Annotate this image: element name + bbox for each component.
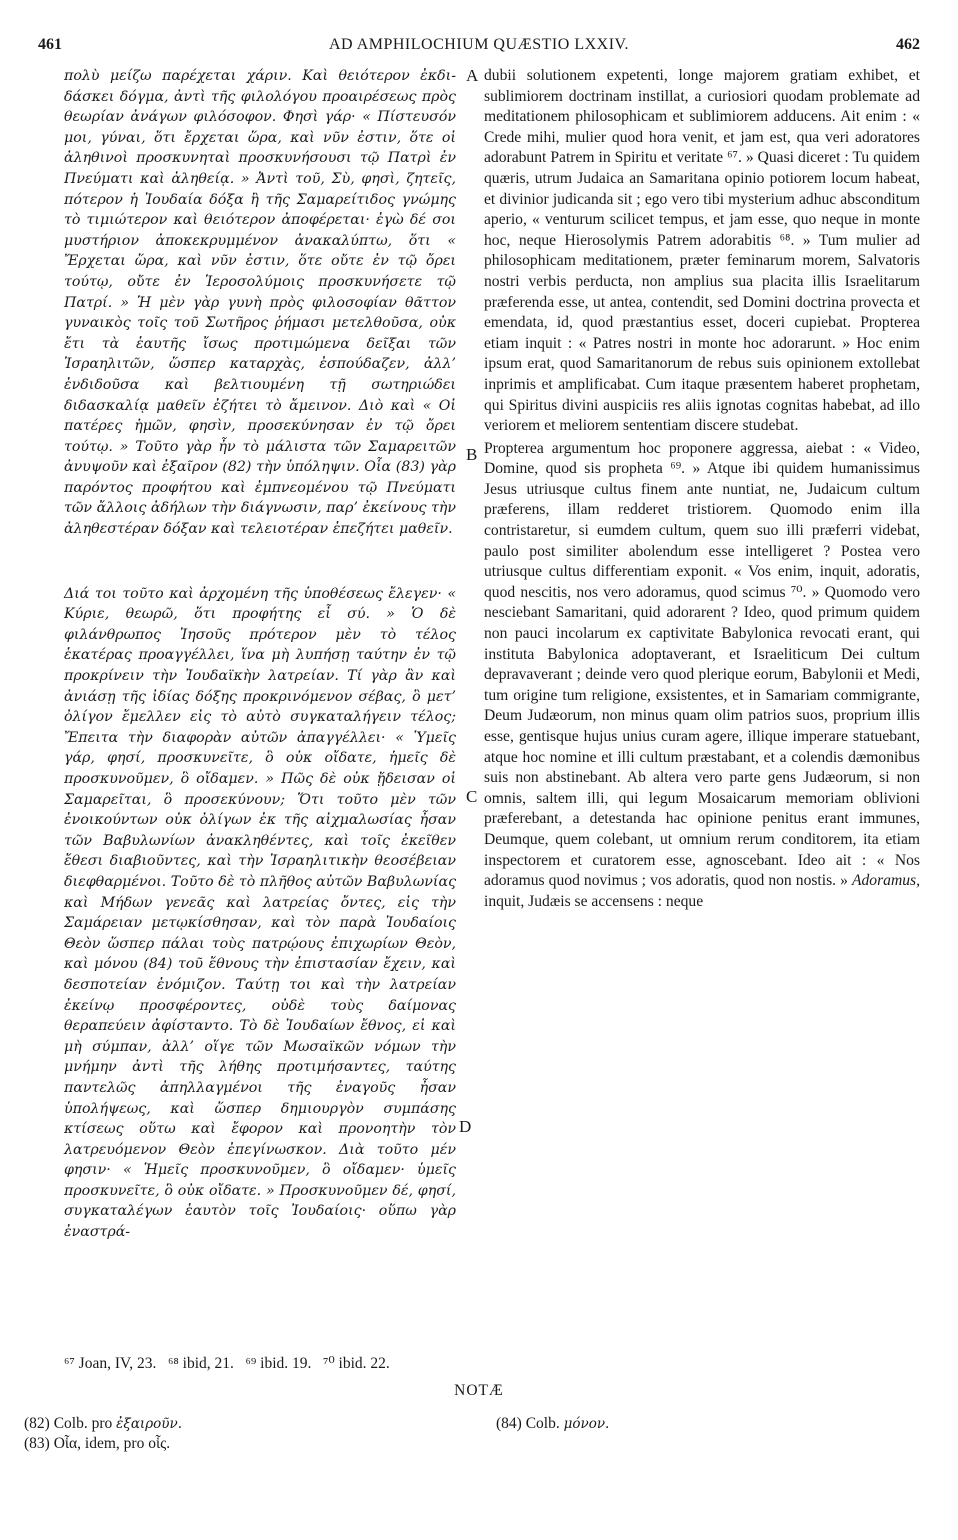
note-84-greek: μόνον.	[563, 1416, 610, 1432]
greek-paragraph-1: πολὺ μείζω παρέχεται χάριν. Καὶ θειότερον ἐκδι-δάσκει δόγμα, ἀντὶ τῆς φιλολόγου προαιρέσεως πρὸς θεωρίαν ἀνάγων φιλόσοφον. Φησὶ γάρ· « Πίστευσόν μοι, γύναι, ὅτι ἔρχεται ὥρα, καὶ νῦν ἐστιν, ὅτε οἱ ἀληθινοὶ προσκυνηταὶ προσκυνήσουσι τῷ Πατρὶ ἐν Πνεύματι καὶ ἀληθείᾳ. » Ἀντὶ τοῦ, Σὺ, φησὶ, ζητεῖς, πότερον ἡ Ἰουδαία δόξα ἢ τῆς Σαμαρείτιδος γνώμης τὸ τιμιώτερον καὶ θειότερον ἀποφέρεται· ἐγὼ δέ σοι μυστήριον ἀποκεκρυμμένον ἀνακαλύπτω, ὅτι « Ἔρχεται ὥρα, καὶ νῦν ἐστιν, ὅτε οὔτε ἐν τῷ ὄρει τούτῳ, οὔτε ἐν Ἱεροσολύμοις προσκυνήσετε τῷ Πατρί. » Ἡ μὲν γὰρ γυνὴ πρὸς φιλοσοφίαν θᾶττον γυναικὸς τοῖς τοῦ Σωτῆρος ῥήμασι μετελθοῦσα, οὐκ ἔτι τὰ ἑαυτῆς ἴσως προτιμώμενα δεῖξαι τῶν Ἰσραηλιτῶν, ὥσπερ καταρχὰς, ἐσπούδαζεν, ἀλλ’ ἐνδιδοῦσα καὶ βελτιουμένη τῇ σωτηριώδει διδασκαλίᾳ μαθεῖν ἐζήτει τὸ ἄμεινον. Διὸ καὶ « Οἱ πατέρες ἡμῶν, φησὶν, προσεκύνησαν ἐν τῷ ὄρει τούτῳ. » Τοῦτο γὰρ ἦν τὸ μάλιστα τῶν Σαμαρειτῶν ἀνυψοῦν καὶ ἐξαῖρον (82) τὴν ὑπόληψιν. Οἷα (83) γὰρ παρόντος προφήτου καὶ ἐμπνεομένου τῷ Πνεύματι τῶν ἄλλοις ἀδήλων τὴν διάγνωσιν, παρ’ ἐκείνους τὴν ἀληθεστέραν δόξαν καὶ τελειοτέραν ἐπεζήτει μαθεῖν.	[64, 68, 456, 538]
notes-right	[496, 1414, 916, 1434]
notes-left	[24, 1414, 444, 1454]
latin-paragraph-2	[484, 439, 920, 913]
running-header	[38, 36, 920, 60]
latin-italic-word: Adoramus,	[851, 872, 920, 890]
running-title: AD AMPHILOCHIUM QUÆSTIO LXXIV.	[328, 36, 630, 53]
latin-paragraph-1: dubii solutionem expetenti, longe majorem gratiam exhibet, et sublimiorem doctrinam instillat, a curiosiori quodam problemate ad meditationem philosophicam et sublimiorem adducens. Ait enim : « Crede mihi, mulier quod hora venit, et jam est, qua veri adoratores adorabunt Patrem in Spiritu et veritate ⁶⁷. » Quasi diceret : Tu quidem quæris, utrum Judaica an Samaritana opinio potiorem locum habeat, et divinior judicanda sit ; ego vero tibi mysterium adhuc absconditum aperio, « venturum scilicet tempus, et jam esse, quo neque in monte hoc, neque Hierosolymis Patrem adorabitis ⁶⁸. » Tum mulier ad philosophicam meditationem, præter feminarum morem, Salvatoris nostri verbis perducta, non amplius sua placita illis Israelitarum præferenda esse, ut antea, contendit, sed Domini doctrina provecta et emendata, id, quod præstantius esset, doceri cupiebat. Propterea etiam inquit : « Patres nostri in monte hoc adorarunt. » Hoc enim ipsum erat, quod Samaritanorum de rebus suis opinionem extollebat inprimis et amplificabat. Cum itaque præsentem haberet prophetam, qui Spiritus divini auspiciis res aliis ignotas cognitas habebat, ad illo veriorem et meliorem sententiam discere studebat.	[484, 67, 920, 435]
greek-column	[64, 66, 456, 1243]
note-82-text: (82) Colb. pro	[24, 1415, 113, 1432]
note-82	[24, 1414, 444, 1434]
latin-paragraph-2-tail: inquit, Judæis se accensens : neque	[484, 892, 704, 910]
latin-column	[484, 66, 920, 912]
note-84-text: (84) Colb.	[496, 1415, 560, 1432]
latin-paragraph-2-text: Propterea argumentum hoc proponere aggressa, aiebat : « Video, Domine, quod sis propheta ⁶⁹. » Atque ibi quidem humanissimus Jesus utriusque cultus finem ante nuntiat, ne, Judaicum cultum præferens, illam redderet tristiorem. Quomodo enim illa contristaretur, si eumdem cultum, quem suo illi præferri videbat, paulo post similiter abolendum esse intelligeret ? Postea vero utriusque cultus differentiam exponit. « Vos enim, inquit, adoratis, quod nescitis, nos vero adoramus, quod scimus ⁷⁰. » Quomodo vero nesciebant Samaritani, quid adorarent ? Ideo, quod primum quidem non pauci incolarum ex captivitate Babylonica revocati erant, qui instituta Babylonica adoptaverant, et Israeliticum Dei cultum depravaverant ; deinde vero quod plerique eorum, Babylonii et Medi, tum origine tum religione, exsistentes, et in Samariam commigrante, Deum Judæorum, non minus quam olim patrios suos, proprium illis esse, gentisque hujus unius curam agere, illique imperare statuebant, atque hoc nomine et illi cultum præstabant, et a colendis dæmonibus suis non abstinebant. Ab altera vero parte gens Judæorum, si non omnis, saltem illi, qui legum Mosaicarum memoriam oblivioni præferebant, a detestanda hac opinione penitus erant immunes, Deumque, quem colebant, ut omnium rerum conditorem, ita etiam inspectorem et curatorem esse, agnoscebant. Ideo ait : « Nos adoramus quod novimus ; vos adoratis, quod non nostis. »	[484, 439, 920, 890]
margin-marker-c: C	[466, 787, 478, 806]
margin-marker-d: D	[459, 1117, 472, 1136]
notae-heading: NOTÆ	[454, 1382, 504, 1399]
note-82-greek: ἐξαιροῦν.	[116, 1416, 182, 1432]
greek-paragraph-2: Διά τοι τοῦτο καὶ ἀρχομένη τῆς ὑποθέσεως ἔλεγεν· « Κύριε, θεωρῶ, ὅτι προφήτης εἶ σύ. » Ὁ δὲ φιλάνθρωπος Ἰησοῦς πρότερον μὲν τὸ τέλος ἑκατέρας προαγγέλλει, ἵνα μὴ λυπήσῃ ταύτην ἐν τῷ προκρίνειν τὴν Ἰουδαϊκὴν λατρείαν. Τί γὰρ ἂν καὶ ἀνιάσῃ τῆς ἰδίας δόξης προκρινόμενον σέβας, ὃ μετ’ ὀλίγον ἔμελλεν εἰς τὸ αὐτὸ συγκαταλήγειν τέλος; Ἔπειτα τὴν διαφορὰν αὐτῶν ἀπαγγέλλει· « Ὑμεῖς γάρ, φησί, προσκυνεῖτε, ὃ οὐκ οἴδατε, ἡμεῖς δὲ προσκυνοῦμεν, ὃ οἴδαμεν. » Πῶς δὲ οὐκ ᾔδεισαν οἱ Σαμαρεῖται, ὃ προσεκύνουν; Ὅτι τοῦτο μὲν τῶν ἐνοικούντων οὐκ ὀλίγων ἐκ τῆς αἰχμαλωσίας ἦσαν τῶν Βαβυλωνίων ἀνακληθέντες, καὶ τοῖς ἐκεῖθεν ἔθεσι διαβιοῦντες, καὶ τὴν Ἰσραηλιτικὴν θεοσέβειαν διεφθαρμένοι. Τοῦτο δὲ τὸ πλῆθος αὐτῶν Βαβυλωνίας καὶ Μήδων γενεᾶς καὶ λατρείας ὄντες, εἰς τὴν Σαμάρειαν μετῳκίσθησαν, καὶ τὸν παρὰ Ἰουδαίοις Θεὸν ὥσπερ πάλαι τοὺς πατρῴους ἐπιχωρίων Θεὸν, καὶ μόνου (84) τοῦ ἔθνους τὴν ἐπιστασίαν ἔχειν, καὶ δεσποτείαν ἐνόμιζον. Ταύτῃ τοι καὶ τὴν λατρείαν ἐκείνῳ προσφέροντες, οὐδὲ τοὺς δαίμονας θεραπεύειν ἀφίσταντο. Τὸ δὲ Ἰουδαίων ἔθνος, εἰ καὶ μὴ σύμπαν, ἀλλ’ οἵγε τῶν Μωσαϊκῶν νόμων τὴν μνήμην ἀντὶ τῆς λήθης προτιμήσαντες, ταύτης παντελῶς ἀπηλλαγμένοι τῆς ἐναγοῦς ἦσαν ὑπολήψεως, καὶ ὥσπερ δημιουργὸν συμπάσης κτίσεως οὕτω καὶ ἔφορον καὶ προνοητὴν τὸν λατρευόμενον Θεὸν ἐπεγίνωσκον. Διὰ τοῦτο μέν φησιν· « Ἡμεῖς προσκυνοῦμεν, ὃ οἴδαμεν· ὑμεῖς προσκυνεῖτε, ὃ οὐκ οἴδατε. » Προσκυνοῦμεν δέ, φησί, συγκαταλέγων ἑαυτὸν τοῖς Ἰουδαίοις· οὕπω γὰρ ἐναστρά-	[64, 585, 457, 1241]
margin-marker-a: A	[466, 66, 479, 85]
margin-marker-b: B	[466, 445, 478, 464]
footnotes: ⁶⁷ Joan, IV, 23. ⁶⁸ ibid, 21. ⁶⁹ ibid. 19. ⁷⁰ ibid. 22.	[64, 1355, 390, 1372]
page-number-right: 462	[896, 36, 920, 53]
page-number-left: 461	[38, 36, 62, 53]
note-83: (83) Οἷα, idem, pro οἷς.	[24, 1435, 171, 1452]
note-84	[496, 1414, 916, 1434]
